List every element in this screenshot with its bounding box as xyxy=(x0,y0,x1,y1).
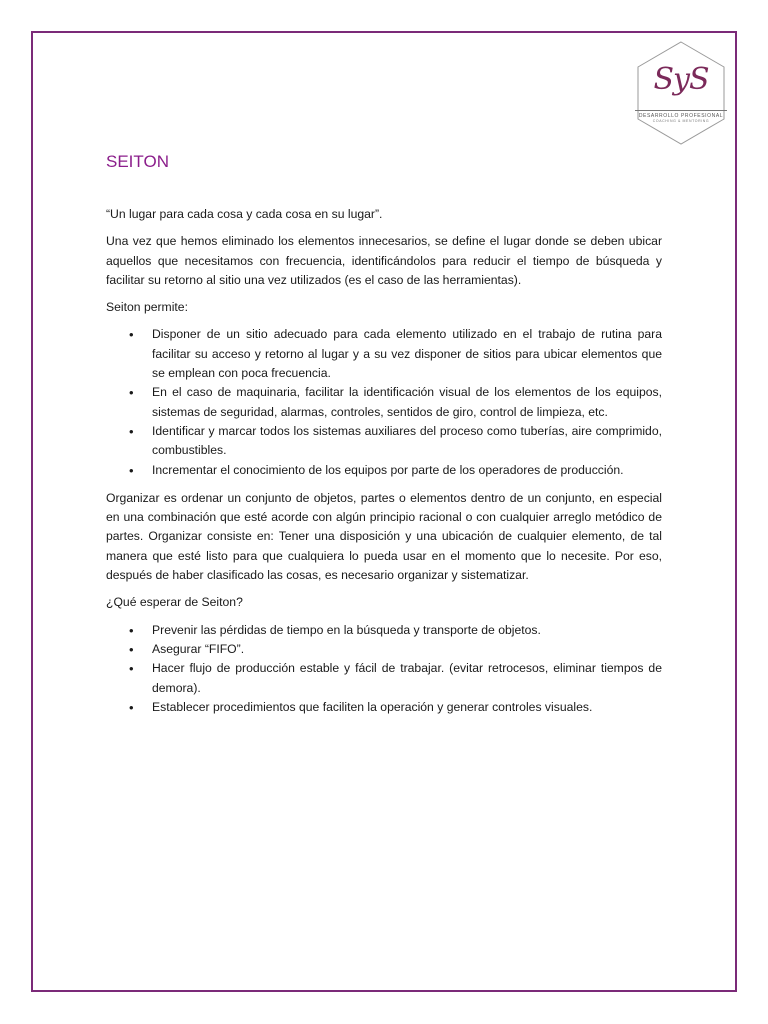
organize-paragraph: Organizar es ordenar un conjunto de objetos, partes o elementos dentro de un conjunto, en especial en una combinación que esté acorde con algún principio racional o con cualquier arreglo metódico de partes. Organizar consiste en: Tener una disposición y una ubicación de cualquier elemento, de tal manera que esté listo para que cualquiera lo pueda usar en el momento que lo necesite. Por eso, después de haber clasificado las cosas, es necesario organizar y sistematizar. xyxy=(106,490,662,583)
permits-heading: Seiton permite: xyxy=(106,300,188,315)
sys-logo xyxy=(635,40,727,146)
expect-heading: ¿Qué esperar de Seiton? xyxy=(106,595,243,610)
page-title: SEITON xyxy=(106,152,169,171)
expect-list xyxy=(106,621,662,717)
list-item: • Disponer de un sitio adecuado para cada elemento utilizado en el trabajo de rutina para facilitar su acceso y retorno al lugar y a su vez disponer de sitios para ubicar elementos que se emplean con poca frecuencia. xyxy=(152,325,662,383)
document-body xyxy=(106,205,662,726)
logo-script: SyS xyxy=(653,62,709,97)
permits-list xyxy=(106,325,662,479)
logo-subtagline: COACHING & MENTORING xyxy=(652,119,710,123)
list-item: • Identificar y marcar todos los sistemas auxiliares del proceso como tuberías, aire comprimido, combustibles. xyxy=(152,422,662,461)
list-item: • Asegurar “FIFO”. xyxy=(152,640,662,659)
list-item: • Prevenir las pérdidas de tiempo en la búsqueda y transporte de objetos. xyxy=(152,621,662,640)
list-item: • En el caso de maquinaria, facilitar la identificación visual de los elementos de los equipos, sistemas de seguridad, alarmas, controles, sentidos de giro, control de limpieza, etc. xyxy=(152,383,662,422)
list-item: • Incrementar el conocimiento de los equipos por parte de los operadores de producción. xyxy=(152,461,662,480)
logo-tagline: DESARROLLO PROFESIONAL xyxy=(635,110,727,119)
list-item: • Hacer flujo de producción estable y fácil de trabajar. (evitar retrocesos, eliminar tiempos de demora). xyxy=(152,659,662,698)
intro-paragraph: Una vez que hemos eliminado los elementos innecesarios, se define el lugar donde se deben ubicar aquellos que necesitamos con frecuencia, identificándolos para reducir el tiempo de búsqueda y facilitar su retorno al sitio una vez utilizados (es el caso de las herramientas). xyxy=(106,234,662,287)
quote-paragraph: “Un lugar para cada cosa y cada cosa en su lugar”. xyxy=(106,207,383,221)
list-item: • Establecer procedimientos que faciliten la operación y generar controles visuales. xyxy=(152,698,662,717)
